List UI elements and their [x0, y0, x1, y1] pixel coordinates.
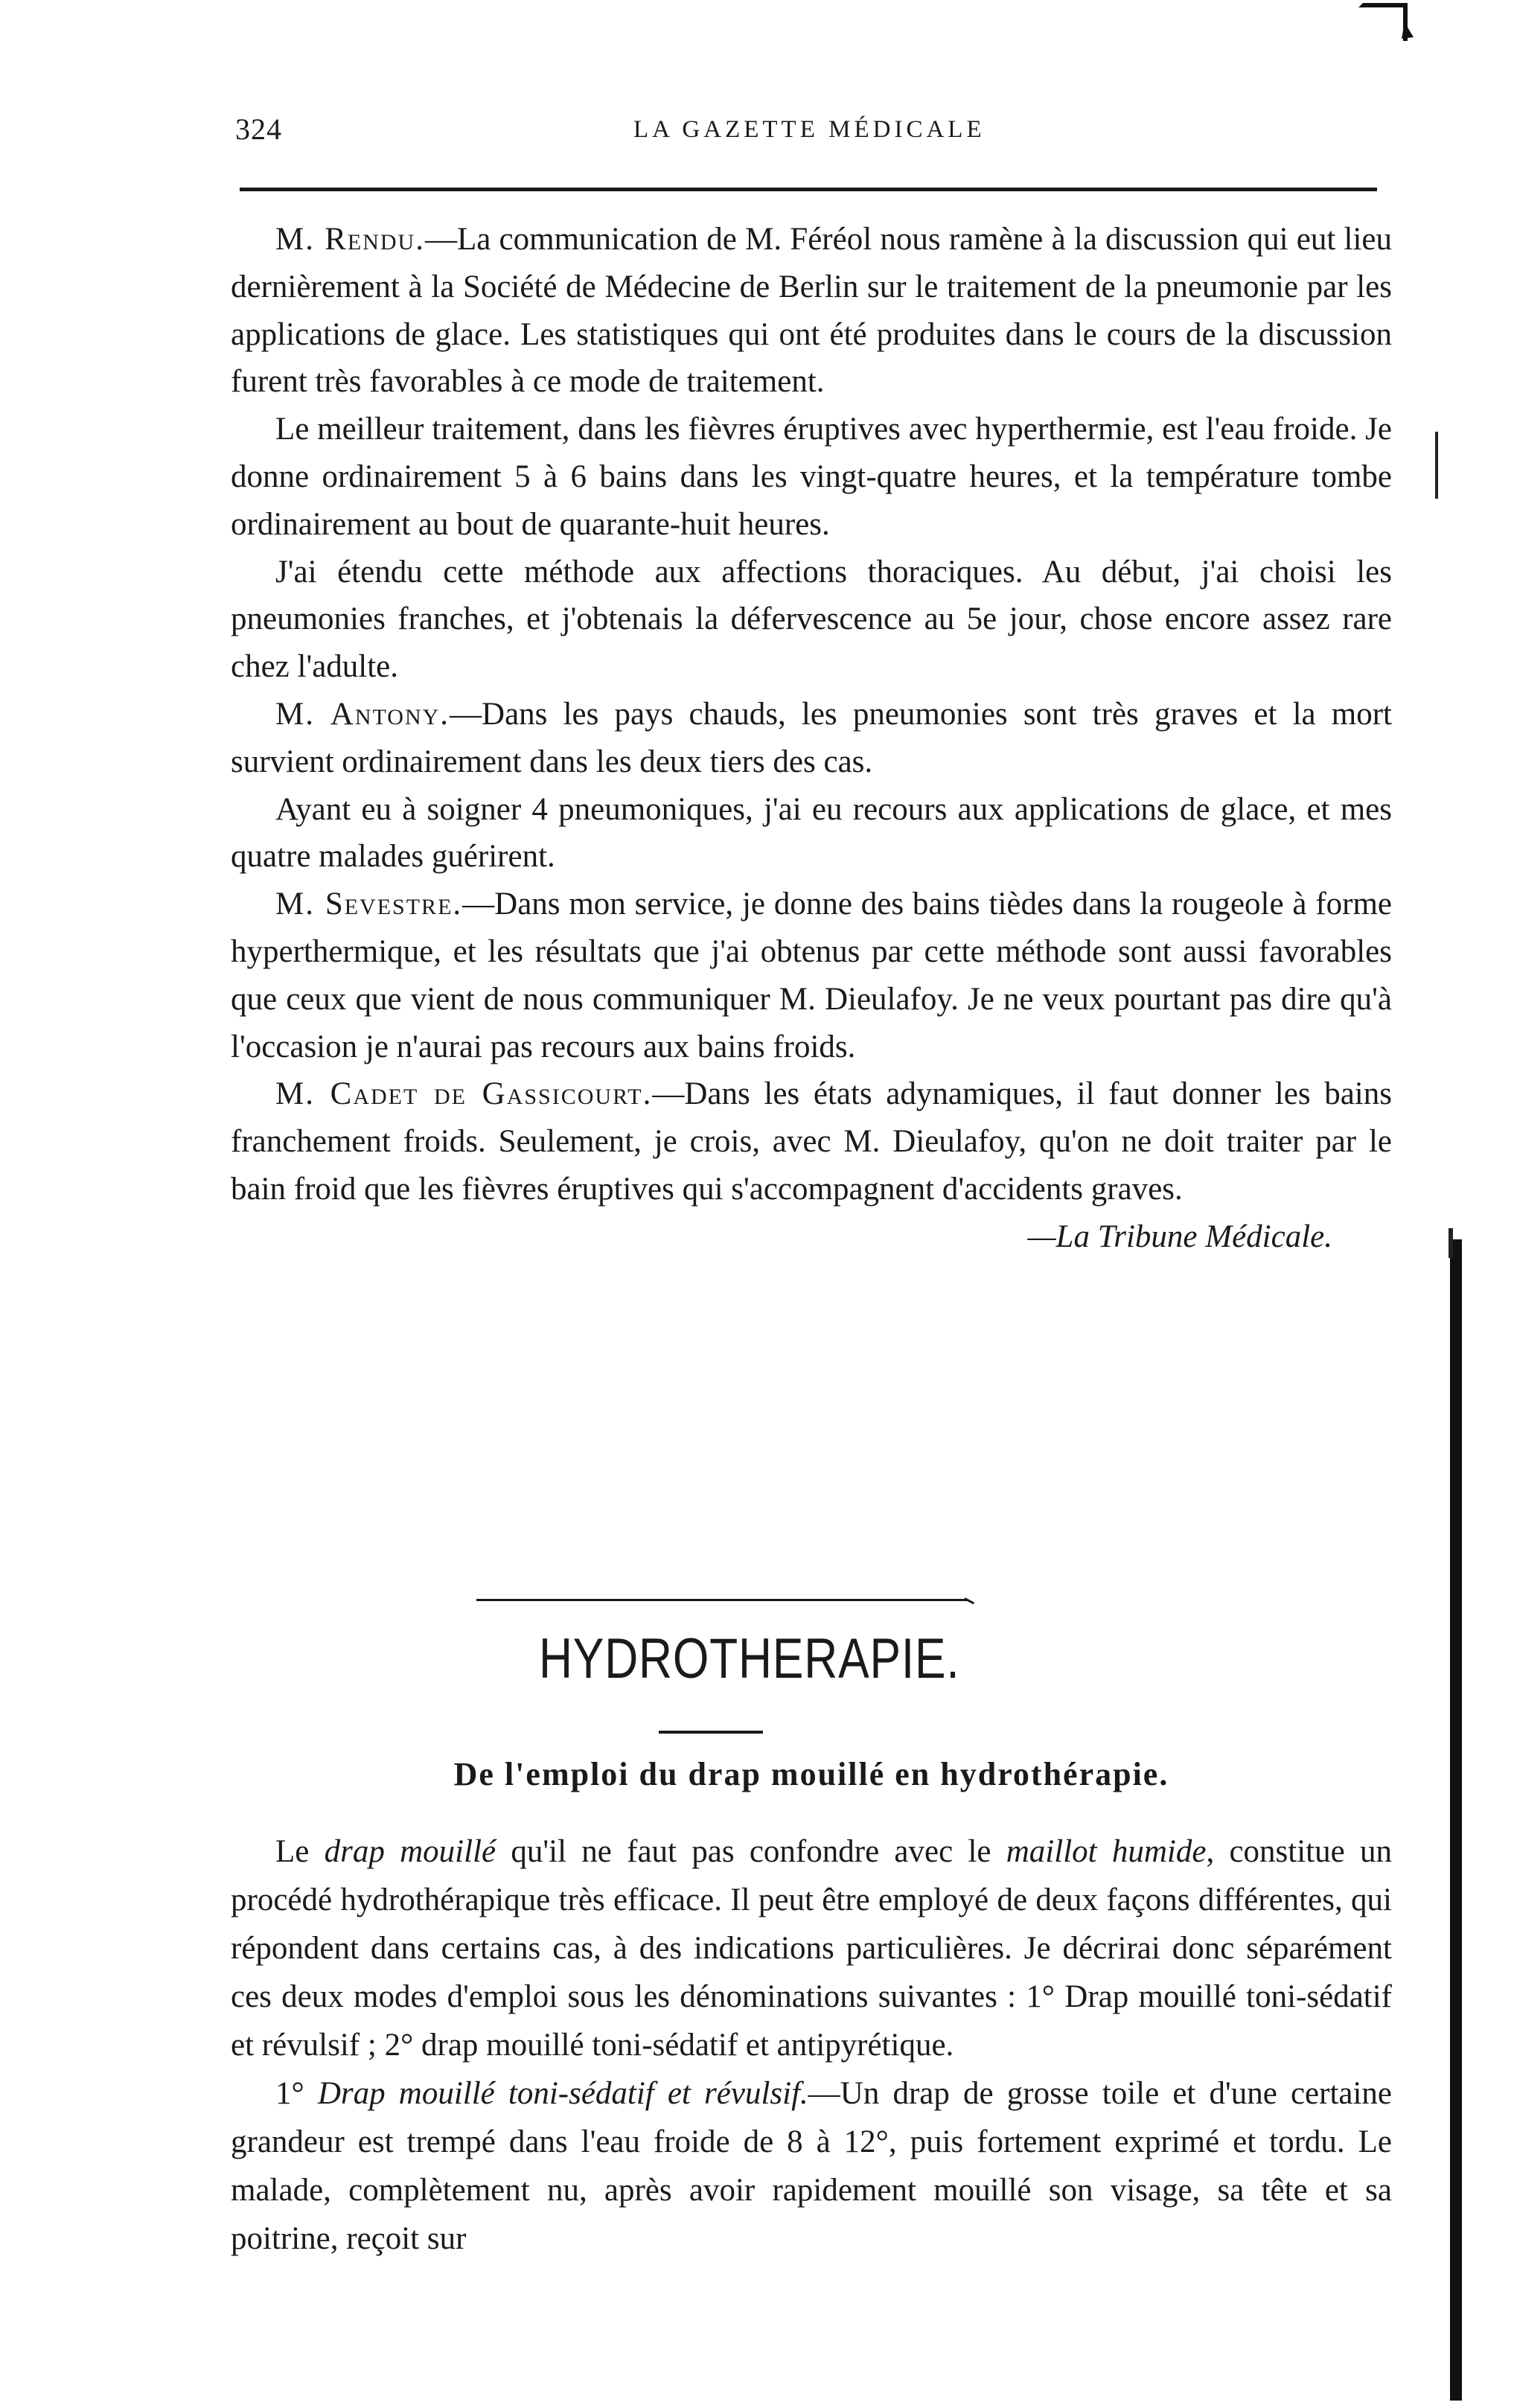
article-title: De l'emploi du drap mouillé en hydrothérapie.	[453, 1756, 1169, 1792]
speaker-name: M. Sevestre.	[275, 887, 463, 922]
paragraph-method-1	[231, 2069, 1392, 2263]
speaker-name: M. Antony.	[275, 696, 450, 732]
text-run: qu'il ne faut pas confondre avec le	[496, 1834, 1006, 1869]
method-title: Drap mouillé toni-sédatif et révulsif.	[317, 2076, 808, 2111]
text-run: Le	[275, 1834, 325, 1869]
scan-edge-shadow	[1450, 1239, 1462, 2401]
paragraph-gassicourt	[231, 1070, 1392, 1213]
source-attribution: —La Tribune Médicale.	[1027, 1219, 1332, 1254]
discussion-text	[231, 216, 1392, 1261]
item-number: 1°	[275, 2076, 318, 2111]
paragraph-text: —Dans les états adynamiques, il faut donner les bains franchement froids. Seulement, je crois, avec M. Dieulafoy, qu'on ne doit traiter par le bain froid que les fièvres éruptives qui s'accompagnent d'accidents graves.	[231, 1076, 1392, 1207]
term-maillot-humide: maillot humide	[1006, 1834, 1207, 1869]
margin-mark	[1435, 432, 1438, 499]
header-rule	[240, 188, 1377, 191]
paragraph-sevestre	[231, 881, 1392, 1070]
corner-fold-mark	[1358, 0, 1418, 45]
margin-mark	[1448, 1228, 1453, 1258]
paragraph-ice: Ayant eu à soigner 4 pneumoniques, j'ai eu recours aux applications de glace, et mes quatre malades guérirent.	[231, 791, 1392, 875]
page-number: 324	[235, 112, 282, 146]
paragraph-thoracic: J'ai étendu cette méthode aux affections thoraciques. Au début, j'ai choisi les pneumonies franches, et j'obtenais la défervescence au 5e jour, chose encore assez rare chez l'adulte.	[231, 554, 1392, 685]
section-heading: HYDROTHERAPIE.	[538, 1627, 960, 1690]
running-title: LA GAZETTE MÉDICALE	[633, 116, 986, 143]
paragraph-intro	[231, 1827, 1392, 2069]
paragraph-treatment: Le meilleur traitement, dans les fièvres éruptives avec hyperthermie, est l'eau froide. Je donne ordinairement 5 à 6 bains dans les vingt-quatre heures, et la température tombe ordinairement au bout de quarante-huit heures.	[231, 412, 1392, 542]
running-header	[235, 112, 1378, 156]
hydrotherapy-text	[231, 1827, 1392, 2263]
term-drap-mouille: drap mouillé	[324, 1834, 496, 1869]
speaker-name: M. Cadet de Gassicourt.	[275, 1076, 653, 1112]
speaker-name: M. Rendu.	[275, 222, 425, 257]
paragraph-antony	[231, 691, 1392, 786]
paragraph-text: —La communication de M. Féréol nous ramène à la discussion qui eut lieu dernièrement à la Société de Médecine de Berlin sur le traitement de la pneumonie par les applications de glace. Les statistiques qui ont été produites dans le cours de la discussion furent très favorables à ce mode de traitement.	[231, 222, 1392, 400]
section-divider	[476, 1599, 968, 1601]
paragraph-text: —Un drap de grosse toile et d'une certaine grandeur est trempé dans l'eau froide de 8 à 12°, puis fortement exprimé et tordu. Le malade, complètement nu, après avoir rapidement mouillé son visage, sa tête et sa poitrine, reçoit sur	[231, 2076, 1393, 2256]
paragraph-rendu	[231, 216, 1392, 406]
paragraph-text: —Dans mon service, je donne des bains tièdes dans la rougeole à forme hyperthermique, et les résultats que j'ai obtenus par cette méthode sont aussi favorables que ceux que vient de nous communiquer M. Dieulafoy. Je ne veux pourtant pas dire qu'à l'occasion je n'aurai pas recours aux bains froids.	[231, 887, 1392, 1064]
paragraph-text: —Dans les pays chauds, les pneumonies sont très graves et la mort survient ordinairement dans les deux tiers des cas.	[231, 696, 1392, 779]
heading-rule	[659, 1731, 763, 1734]
text-run: , constitue un procédé hydrothérapique très efficace. Il peut être employé de deux façons différentes, qui répondent dans certains cas, à des indications particulières. Je décrirai donc séparément ces deux modes d'emploi sous les dénominations suivantes : 1° Drap mouillé toni-sédatif et révulsif ; 2° drap mouillé toni-sédatif et antipyrétique.	[231, 1834, 1392, 2063]
